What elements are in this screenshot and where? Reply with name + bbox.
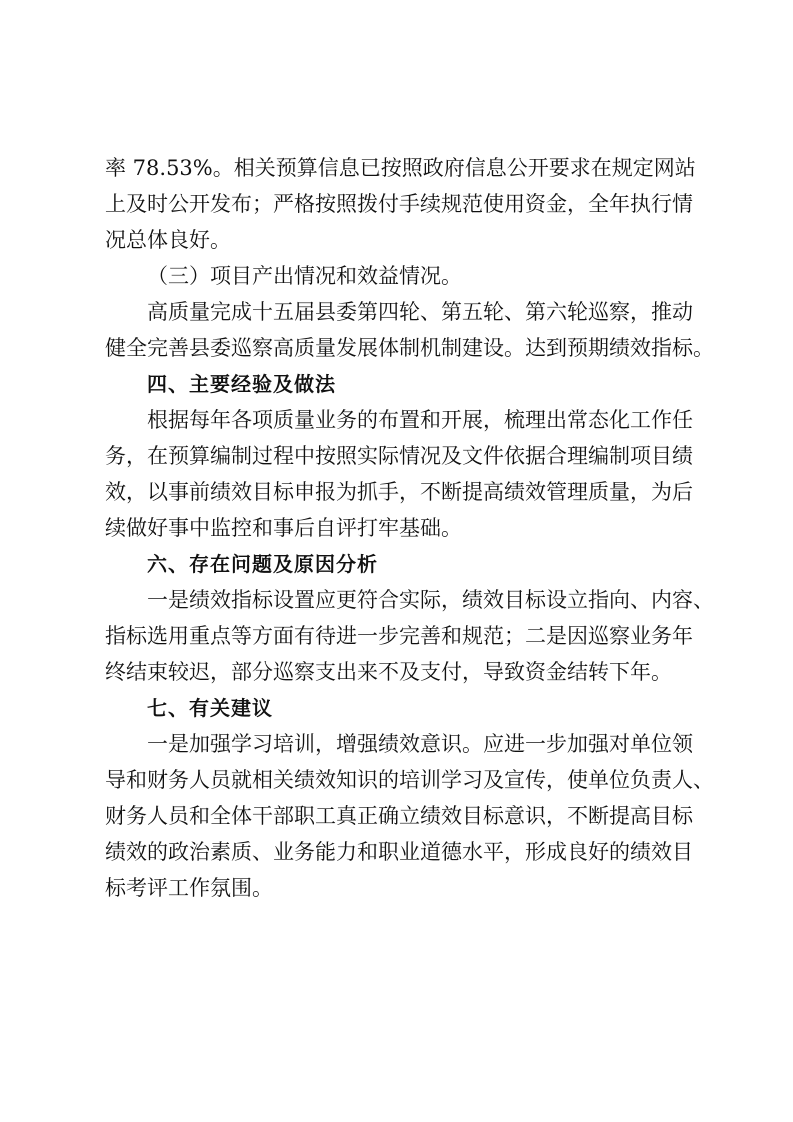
text-line: 率 78.53%。相关预算信息已按照政府信息公开要求在规定网站 [105, 156, 696, 180]
paragraph-suggestions [105, 726, 714, 906]
text-line: 效，以事前绩效目标申报为抓手，不断提高绩效管理质量，为后 [105, 480, 693, 504]
section-heading-experience: 四、主要经验及做法 [147, 372, 336, 396]
text-line: 导和财务人员就相关绩效知识的培训学习及宣传，使单位负责人、 [105, 768, 714, 792]
subheading-output-benefit: （三）项目产出情况和效益情况。 [147, 264, 462, 288]
text-line: 健全完善县委巡察高质量发展体制机制建设。达到预期绩效指标。 [105, 336, 714, 360]
text-line: 一是加强学习培训，增强绩效意识。应进一步加强对单位领 [147, 732, 693, 756]
paragraph-experience [105, 402, 695, 546]
text-line: 务，在预算编制过程中按照实际情况及文件依据合理编制项目绩 [105, 444, 693, 468]
paragraph-output [105, 294, 714, 366]
text-line: 高质量完成十五届县委第四轮、第五轮、第六轮巡察，推动 [147, 300, 693, 324]
paragraph-budget-disclosure [105, 150, 695, 258]
text-line: 终结束较迟，部分巡察支出来不及支付，导致资金结转下年。 [105, 660, 672, 684]
document-body [105, 150, 714, 906]
text-line: 况总体良好。 [105, 228, 231, 252]
section-heading-problems: 六、存在问题及原因分析 [147, 552, 378, 576]
text-line: 财务人员和全体干部职工真正确立绩效目标意识，不断提高目标 [105, 804, 693, 828]
text-line: 续做好事中监控和事后自评打牢基础。 [105, 516, 462, 540]
text-line: 一是绩效指标设置应更符合实际，绩效目标设立指向、内容、 [147, 588, 714, 612]
text-line: 上及时公开发布；严格按照拨付手续规范使用资金，全年执行情 [105, 192, 693, 216]
paragraph-problems [105, 582, 714, 690]
section-heading-suggestions: 七、有关建议 [147, 696, 273, 720]
text-line: 根据每年各项质量业务的布置和开展，梳理出常态化工作任 [147, 408, 693, 432]
text-line: 标考评工作氛围。 [105, 876, 273, 900]
text-line: 绩效的政治素质、业务能力和职业道德水平，形成良好的绩效目 [105, 840, 693, 864]
text-line: 指标选用重点等方面有待进一步完善和规范；二是因巡察业务年 [105, 624, 693, 648]
